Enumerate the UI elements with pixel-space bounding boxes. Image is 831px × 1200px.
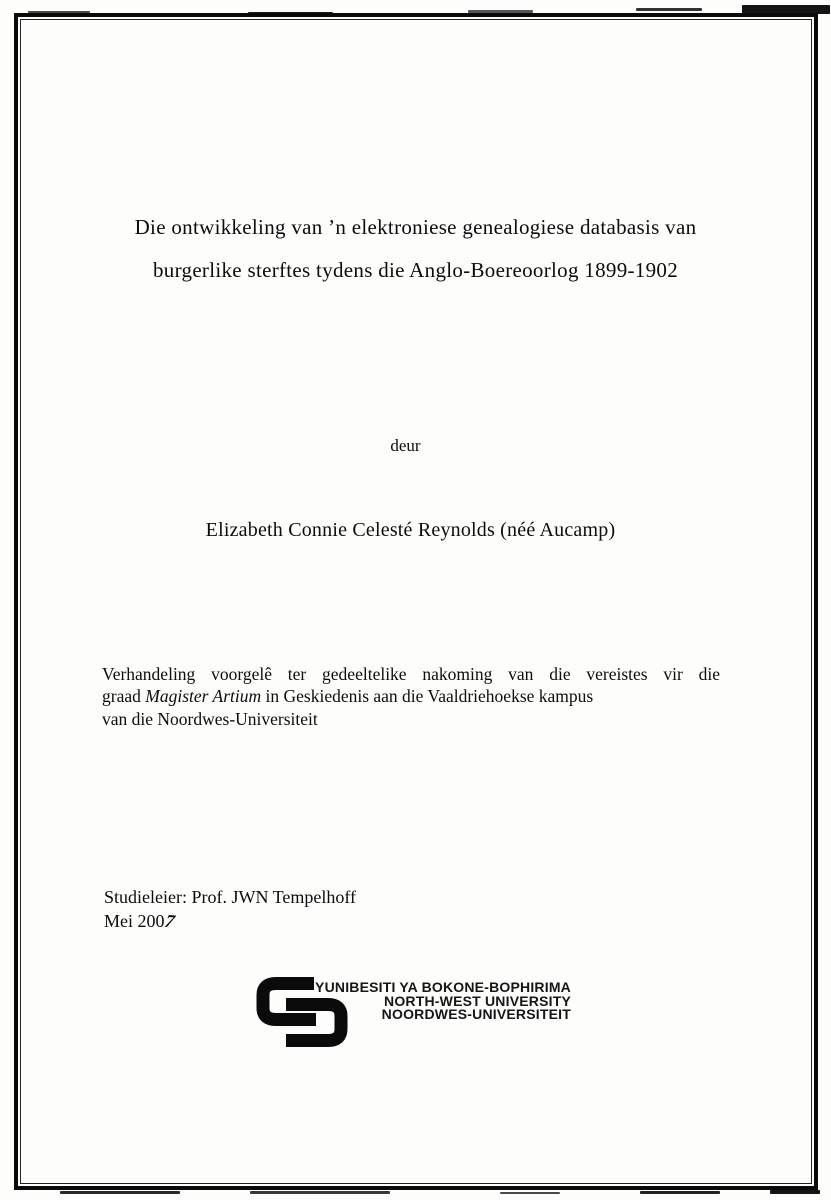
statement-line3: van die Noordwes-Universiteit (102, 708, 318, 729)
supervisor-block (104, 886, 356, 933)
thesis-title-line1: Die ontwikkeling van ’n elektroniese genealogiese databasis van (134, 215, 697, 239)
scan-artifact (250, 1191, 390, 1194)
nwu-logo-text (300, 981, 571, 1022)
date-prefix: Mei 200 (104, 910, 165, 931)
statement-line2-post: in Geskiedenis aan die Vaaldriehoekse kampus (261, 686, 594, 707)
statement-line1: Verhandeling voorgelê ter gedeeltelike nakoming van die vereistes vir die (102, 664, 720, 684)
statement-line2 (102, 685, 720, 707)
logo-text-afrikaans: NOORDWES-UNIVERSITEIT (381, 1006, 571, 1023)
thesis-title-line2: burgerlike sterftes tydens die Anglo-Boereoorlog 1899-1902 (153, 258, 678, 282)
byline-deur: deur (390, 436, 421, 455)
statement-line2-pre: graad (102, 686, 146, 707)
scan-artifact (500, 1192, 560, 1194)
scan-artifact (640, 1191, 720, 1194)
scan-artifact (770, 1190, 820, 1194)
nwu-logo (256, 976, 576, 1052)
handwritten-seven: 7 (160, 910, 177, 931)
logo-text-english: NORTH-WEST UNIVERSITY (384, 992, 571, 1009)
thesis-statement (102, 663, 720, 730)
author-name: Elizabeth Connie Celesté Reynolds (néé Aucamp) (205, 519, 616, 541)
logo-text-setswana: YUNIBESITI YA BOKONE-BOPHIRIMA (315, 979, 571, 995)
degree-name-italic: Magister Artium (145, 686, 262, 707)
supervisor-line: Studieleier: Prof. JWN Tempelhoff (104, 887, 357, 907)
scan-artifact (60, 1191, 180, 1194)
date-line (104, 910, 356, 934)
scan-artifact (636, 8, 702, 11)
